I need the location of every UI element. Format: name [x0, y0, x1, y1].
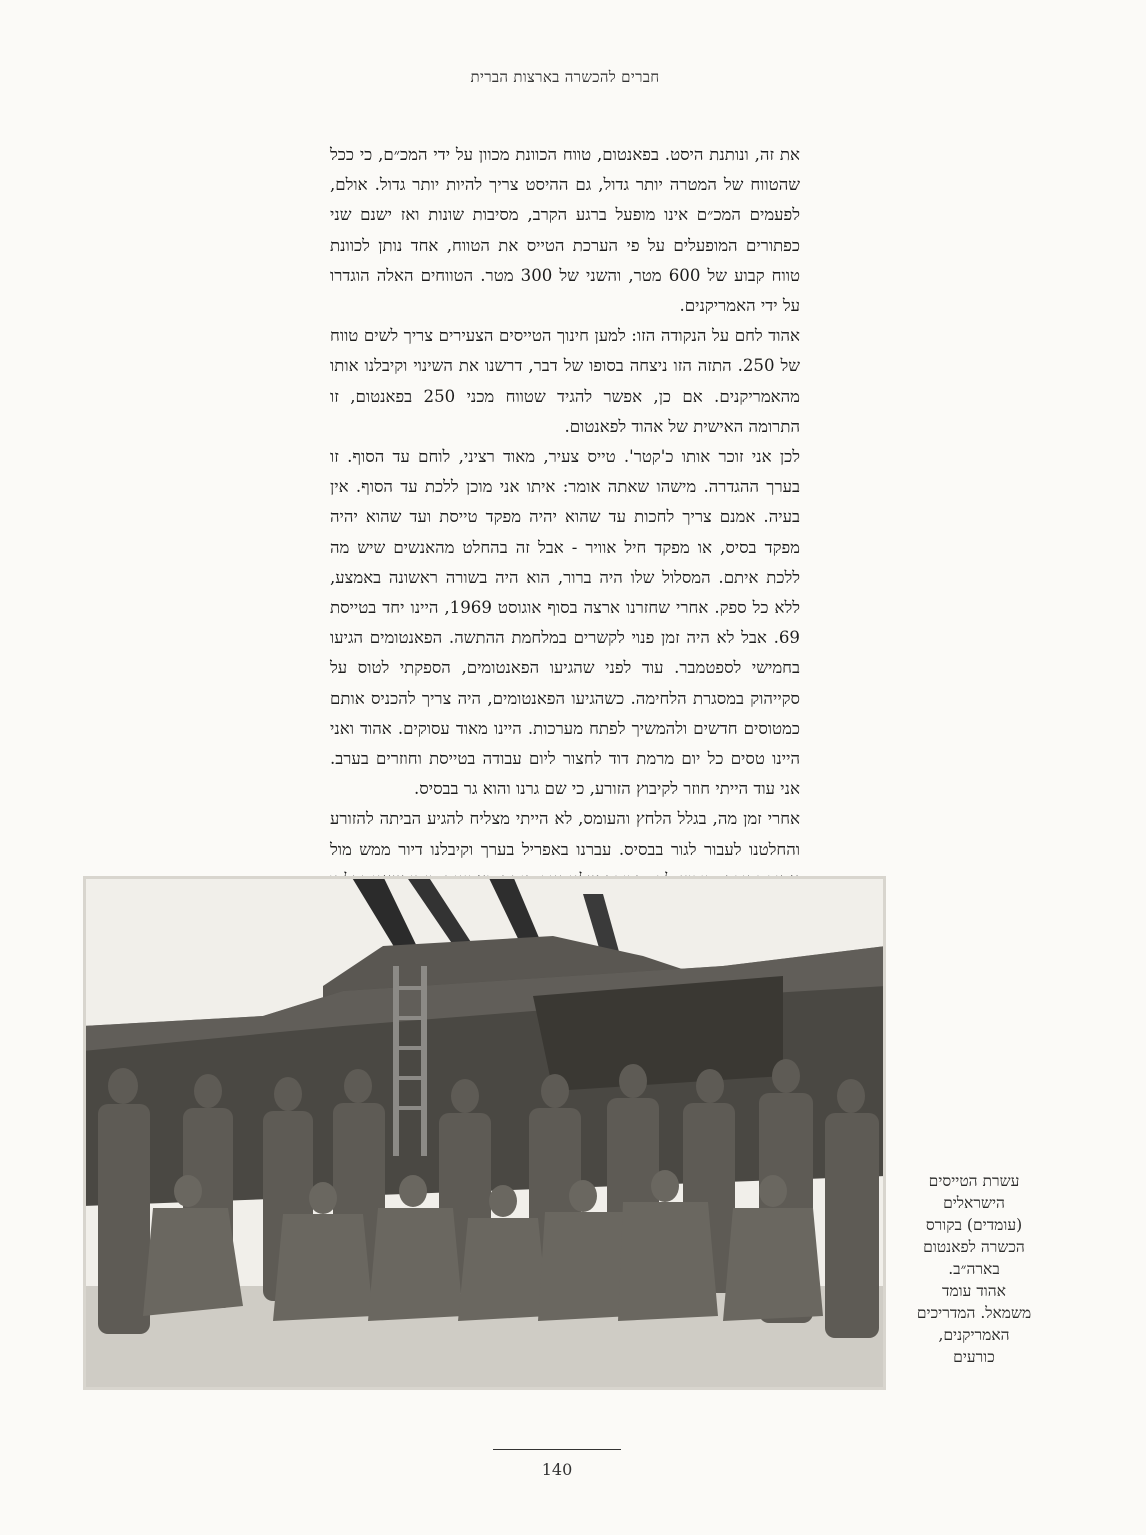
caption-line: אהוד עומד — [942, 1282, 1006, 1300]
caption-line: כורעים — [953, 1348, 995, 1366]
paragraph: לכן אני זוכר אותו כ'קטר'. טייס צעיר, מאוד רציני, לוחם עד הסוף. זו בערך ההגדרה. מישהו שאתה אומר: איתו אני מוכן ללכת עד הסוף. אין בעיה. אמנם צריך לחכות עד שהוא יהיה מפקד טייסת ועד שהוא יהיה מפקד בסיס, או מפקד חיל אוויר - אבל זה בהחלט מהאנשים שיש מה ללכת איתם. המסלול שלו היה ברור, הוא היה בשורה ראשונה באמצע, ללא כל ספק. אחרי שחזרנו ארצה בסוף אוגוסט 1969, היינו יחד בטייסת 69. אבל לא היה זמן פנוי לקשרים במלחמת ההתשה. הפאנטומים הגיעו בחמישי לספטמבר. עוד לפני שהגיעו הפאנטומים, הספקתי לטוס על סקייהוק במסגרת הלחימה. כשהגיעו הפאנטומים, היה צריך להכניס אותם כמטוסים חדשים ולהמשיך לפתח מערכות. היינו מאוד עסוקים. אהוד ואני היינו טסים כל יום מרמת דוד לחצור ליום עבודה בטייסת וחוזרים בערב. אני עוד הייתי חוזר לקיבוץ הזורע, כי שם גרנו והוא גר בבסיס. — [330, 447, 801, 799]
footer-rule — [493, 1449, 621, 1450]
photo-illustration — [83, 876, 886, 1390]
caption-line: בארה״ב. — [948, 1260, 1000, 1278]
caption-line: הכשרה לפאנטום — [923, 1238, 1025, 1256]
photo-caption — [890, 1170, 1058, 1368]
group-photo — [83, 876, 886, 1390]
page-number: 140 — [541, 1460, 573, 1479]
caption-line: משמאל. המדריכים — [916, 1304, 1032, 1322]
caption-line: (עומדים) בקורס — [925, 1216, 1023, 1234]
paragraph: אהוד לחם על הנקודה הזו: למען חינוך הטייסים הצעירים צריך לשים טווח של 250. התזה הזו ניצחה בסופו של דבר, דרשנו את השינוי וקיבלנו אותו מהאמריקנים. אם כן, אפשר להגיד שטווח מכני 250 בפאנטום, זו התרומה האישית של אהוד לפאנטום. — [330, 326, 800, 436]
paragraph: את זה, ונותנת היסט. בפאנטום, טווח הכוונת מכוון על ידי המכ״ם, כי ככל שהטווח של המטרה יותר גדול, גם ההיסט צריך להיות יותר גדול. אולם, לפעמים המכ״ם אינו מופעל ברגע הקרב, מסיבות שונות ואז ישנם שני כפתורים המופעלים על פי הערכת הטייס את הטווח, אחד נותן לכוונת טווח קבוע של 600 מטר, והשני של 300 מטר. הטווחים האלה הוגדרו על ידי האמריקנים. — [330, 145, 800, 316]
caption-line: האמריקנים, — [938, 1326, 1010, 1344]
running-header: חברים להכשרה בארצות הברית — [470, 68, 660, 86]
caption-line: עשרת הטייסים — [928, 1172, 1020, 1190]
caption-line: הישראלים — [943, 1194, 1005, 1212]
paragraph: אחרי זמן מה, בגלל הלחץ והעומס, לא הייתי מצליח להגיע הביתה להזורע והחלטנו לעבור לגור בבסיס. עברנו באפריל בערך וקיבלנו דיור ממש מול — [330, 809, 800, 859]
